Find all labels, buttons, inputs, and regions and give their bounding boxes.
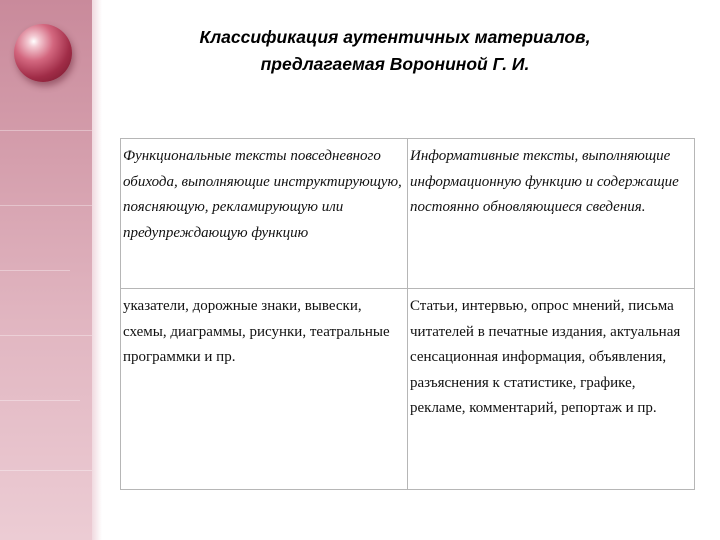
table-row (121, 139, 695, 289)
table-cell-functional-texts: Функциональные тексты повседневного обихода, выполняющие инструктирующую, поясняющую, рекламирующую или предупреждающую функцию (121, 139, 408, 289)
sidebar-fade (92, 0, 102, 540)
slide-title-line-1: Классификация аутентичных материалов, (199, 27, 591, 47)
table-cell-informative-examples: Статьи, интервью, опрос мнений, письма читателей в печатные издания, актуальная сенсационная информация, объявления, разъяснения к статистике, графике, рекламе, комментарий, репортаж и пр. (408, 289, 695, 490)
slide-title-line-2: предлагаемая Ворониной Г. И. (260, 54, 530, 74)
table-row (121, 289, 695, 490)
table-cell-informative-texts: Информативные тексты, выполняющие информационную функцию и содержащие постоянно обновляющиеся сведения. (408, 139, 695, 289)
slide-title (110, 24, 680, 78)
table-cell-functional-examples: указатели, дорожные знаки, вывески, схемы, диаграммы, рисунки, театральные программки и пр. (121, 289, 408, 490)
classification-table (120, 138, 695, 490)
sphere-icon (14, 24, 72, 82)
